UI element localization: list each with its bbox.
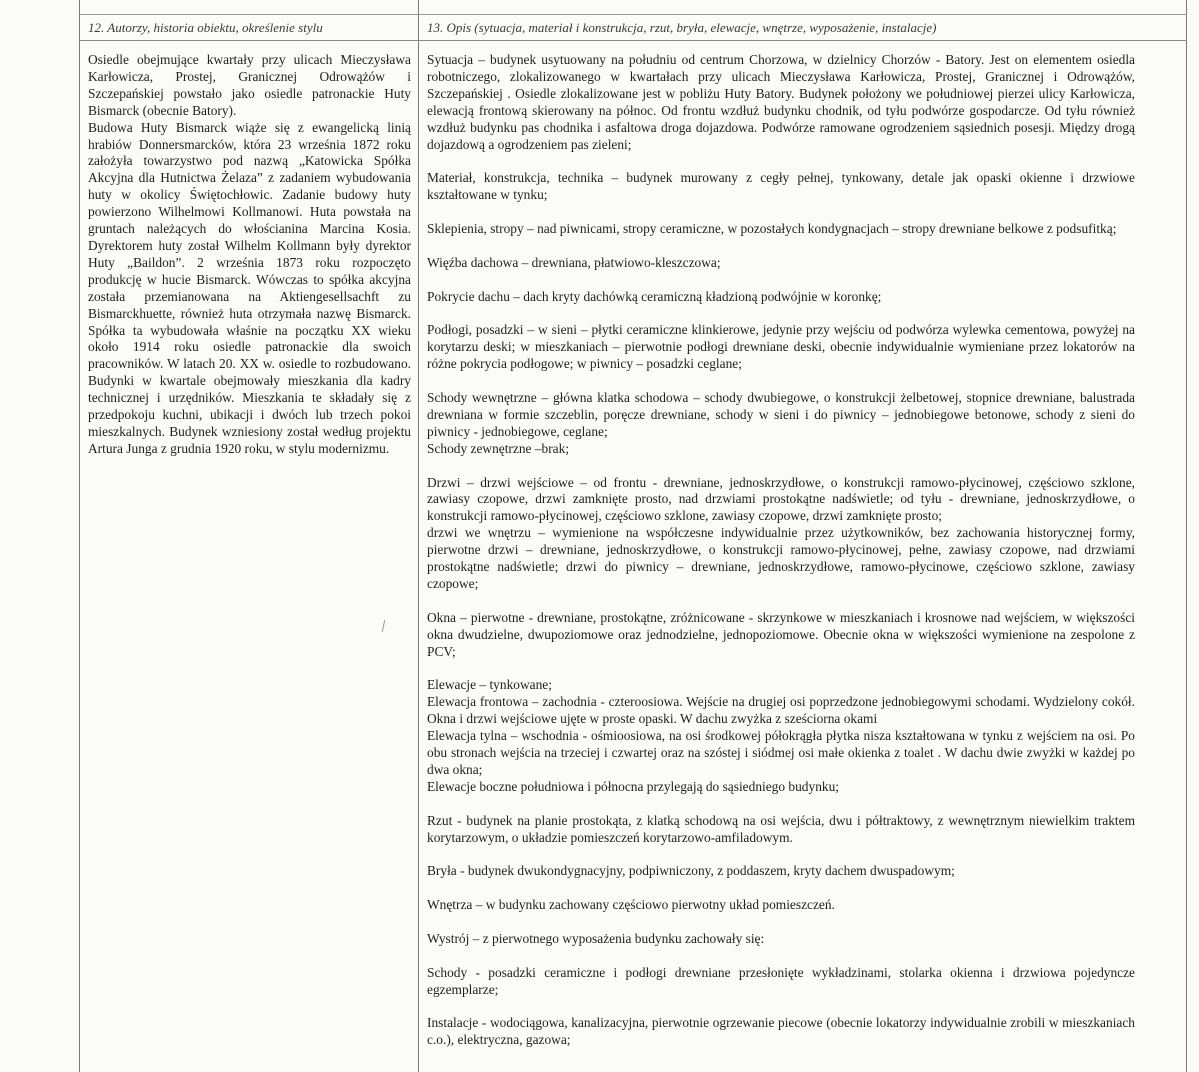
section-header-description: 13. Opis (sytuacja, materiał i konstrukcja, rzut, bryła, elewacje, wnętrze, wyposażenie, instalacje) [427,20,937,35]
description-situation: Sytuacja – budynek usytuowany na południu od centrum Chorzowa, w dzielnicy Chorzów - Batory. Jest on elementem osiedla robotniczego, zlokalizowanego w kwartałach przy ulicach Mieczysława Karłowicza, Prostej, Granicznej i Odrowążów, Szczepańskiej . Osiedle zlokalizowane jest w pobliżu Huty Batory. Budynek położony we południowej pierzei ulicy Karłowicza, elewacją frontową skierowany na północ. Od frontu wzdłuż budynku chodnik, od tyłu podwórze gospodarcze. Od tyłu również wzdłuż budynku pas chodnika i asfaltowa droga dojazdowa. Podwórze ramowane ogrodzeniem sąsiednich posesji. Między drogą dojazdową a ogrodzeniem pas zieleni; [427,52,1135,152]
table-border-top [79,14,1187,15]
description-elevation-rear: Elewacja tylna – wschodnia - ośmioosiowa, na osi środkowej półokrągła płytka nisza kształtowana w tynku z wejściem na osi. Po obu stronach wejścia na trzeciej i czwartej oraz na szóstej i siódmej osi małe okienka z toalet . W dachu dwie zwyżki w każdej po dwa okna; [427,728,1135,777]
section-header-history: 12. Autorzy, historia obiektu, określenie stylu [88,20,323,35]
description-roof-truss: Więźba dachowa – drewniana, płatwiowo-kleszczowa; [427,254,721,270]
description-elevations: Elewacje – tynkowane; [427,677,552,693]
table-border-right [1186,0,1187,1072]
description-elevation-front: Elewacja frontowa – zachodnia - czteroosiowa. Wejście na drugiej osi poprzedzone jednobiegowymi schodami. Wydzielony cokół. Okna i drzwi wejściowe ujęte w proste opaski. W dachu zwyżka z sześciorna okami [427,694,1135,727]
description-stairs-interior: Schody wewnętrzne – główna klatka schodowa – schody dwubiegowe, o konstrukcji żelbetowej, stopnice drewniane, balustrada drewniana w formie szczeblin, poręcze drewniane, schody w sieni i do piwnicy – jednobiegowe betonowe, schody z sieni do piwnicy - jednobiegowe, ceglane; [427,390,1135,439]
description-installations: Instalacje - wodociągowa, kanalizacyjna, pierwotnie ogrzewanie piecowe (obecnie lokatorzy indywidualnie zrobili w mieszkaniach c.o.), elektryczna, gazowa; [427,1015,1135,1048]
description-stairs-exterior: Schody zewnętrzne –brak; [427,440,570,456]
table-border-left [79,0,80,1072]
description-elevation-sides: Elewacje boczne południowa i północna przylegają do sąsiedniego budynku; [427,778,840,794]
description-material: Materiał, konstrukcja, technika – budynek murowany z cegły pełnej, tynkowany, detale jak opaski okienne i drzwiowe kształtowane w tynku; [427,170,1135,203]
description-doors: Drzwi – drzwi wejściowe – od frontu - drewniane, jednoskrzydłowe, o konstrukcji ramowo-płycinowej, częściowo szklone, zawiasy czopowe, drzwi zamknięte prosto, nad drzwiami prostokątne nadświetle; od tyłu - drewniane, jednoskrzydłowe, o konstrukcji ramowo-płycinowej, częściowo szklone, zawiasy czopowe, drzwi zamknięte prosto; [427,474,1135,524]
header-row-divider [79,40,1187,41]
table-column-divider [418,0,419,1072]
history-paragraph: Budowa Huty Bismarck wiąże się z ewangelicką linią hrabiów Donnersmarcków, która 23 września 1872 roku założyła towarzystwo pod nazwą „Katowicka Spółka Akcyjna dla Hutnictwa Żelaza” z zadaniem wybudowania huty w okolicy Świętochłowic. Zadanie budowy huty powierzono Wilhelmowi Kollmanowi. Huta powstała na gruntach należących do włościanina Marcina Kosia. Dyrektorem huty został Wilhelm Kollmann były dyrektor Huty „Baildon”. 2 września 1873 roku rozpoczęto produkcję w hucie Bismarck. Wówczas to spółka akcyjna została przemianowana na Aktiengesellsachft zu Bismarckhuette, również huta otrzymała nazwę Bismarck. Spółka ta wybudowała właśnie na początku XX wieku około 1914 roku osiedle patronackie dla swoich pracowników. W latach 20. XX w. osiedle to rozbudowano. Budynki w kwartale obejmowały mieszkania dla kadry technicznej i urzędników. Mieszkania te składały się z przedpokoju kuchni, ubikacji i dwóch lub trzech pokoi mieszkalnych. Budynek wzniesiony został według projektu Artura Junga z grudnia 1920 roku, w stylu modernizmu. [88,119,411,456]
description-windows: Okna – pierwotne - drewniane, prostokątne, zróżnicowane - skrzynkowe w mieszkaniach i krosnowe nad wejściem, w większości okna dwudzielne, dwupoziomowe oraz jednodzielne, jednopoziomowe. Obecnie okna w większości wymienione na zespolone z PCV; [427,609,1135,659]
description-interiors: Wnętrza – w budynku zachowany częściowo pierwotny układ pomieszczeń. [427,897,835,913]
description-preserved-elements: Schody - posadzki ceramiczne i podłogi drewniane przesłonięte wykładzinami, stolarka okienna i drzwiowa pojedyncze egzemplarze; [427,964,1135,997]
description-massing: Bryła - budynek dwukondygnacyjny, podpiwniczony, z poddaszem, kryty dachem dwuspadowym; [427,863,955,879]
description-doors-interior: drzwi we wnętrzu – wymienione na współczesne indywidualnie przez użytkowników, bez zachowania historycznej formy, pierwotne drzwi – drewniane, jednoskrzydłowe, o konstrukcji ramowo-płycinowej, pełne, zawiasy czopowe, nad drzwiami prostokątne nadświetle; drzwi do piwnicy – drewniane, jednoskrzydłowe, ramowo-płycinowe, częściowo szklone, zawiasy czopowe; [427,525,1135,591]
description-plan: Rzut - budynek na planie prostokąta, z klatką schodową na osi wejścia, dwu i półtraktowy, z wewnętrznym niewielkim traktem korytarzowym, o układzie pomieszczeń korytarzowo-amfiladowym. [427,812,1135,845]
description-decor: Wystrój – z pierwotnego wyposażenia budynku zachowały się: [427,930,765,946]
description-column [427,52,1135,1049]
description-ceilings: Sklepienia, stropy – nad piwnicami, stropy ceramiczne, w pozostałych kondygnacjach – stropy drewniane belkowe z podsufitką; [427,221,1117,237]
pen-mark [382,620,385,632]
history-column [88,52,411,458]
description-roofing: Pokrycie dachu – dach kryty dachówką ceramiczną kładzioną podwójnie w koronkę; [427,288,882,304]
description-floors: Podłogi, posadzki – w sieni – płytki ceramiczne klinkierowe, jedynie przy wejściu od podwórza wylewka cementowa, powyżej na korytarzu deski; w mieszkaniach – pierwotnie podłogi drewniane deski, obecnie indywidualnie wymieniane przez lokatorów na różne pokrycia podłogowe; w piwnicy – posadzki ceglane; [427,322,1135,372]
history-paragraph: Osiedle obejmujące kwartały przy ulicach Mieczysława Karłowicza, Prostej, Granicznej Odrowążów i Szczepańskiej powstało jako osiedle patronackie Huty Bismarck (obecnie Batory). [88,52,411,118]
